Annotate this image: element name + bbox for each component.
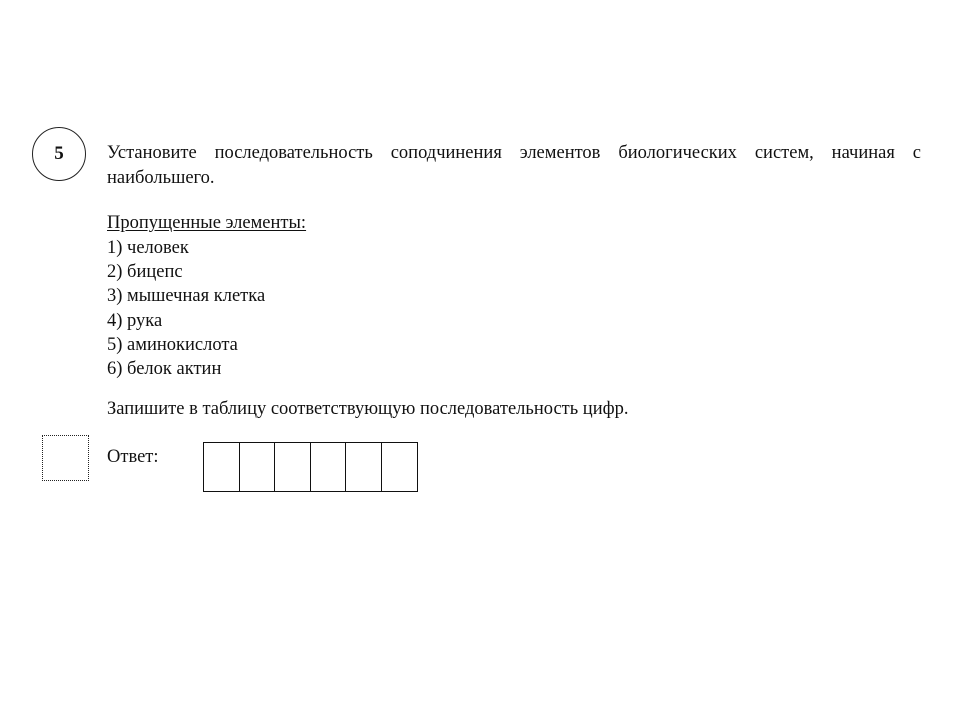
answer-cell-6[interactable] xyxy=(382,443,418,491)
answer-table xyxy=(203,442,418,492)
elements-list xyxy=(107,236,265,381)
answer-cell-2[interactable] xyxy=(240,443,276,491)
list-item: 5) аминокислота xyxy=(107,334,238,355)
answer-label: Ответ: xyxy=(107,447,159,467)
answer-cell-3[interactable] xyxy=(275,443,311,491)
list-item: 6) белок актин xyxy=(107,359,222,380)
score-box[interactable] xyxy=(42,435,89,481)
list-item: 2) бицепс xyxy=(107,262,183,283)
answer-cell-5[interactable] xyxy=(346,443,382,491)
task-number-circle xyxy=(32,127,86,181)
list-item: 1) человек xyxy=(107,238,189,258)
answer-cell-4[interactable] xyxy=(311,443,347,491)
list-item: 4) рука xyxy=(107,310,163,331)
list-item: 3) мышечная клетка xyxy=(107,286,266,307)
task-number: 5 xyxy=(54,143,64,164)
instruction-text: Запишите в таблицу соответствующую последовательность цифр. xyxy=(107,399,629,419)
question-text: Установите последовательность соподчинения элементов биологических систем, начиная с наибольшего. xyxy=(107,143,921,188)
answer-cell-1[interactable] xyxy=(204,443,240,491)
elements-heading: Пропущенные элементы: xyxy=(107,213,307,233)
